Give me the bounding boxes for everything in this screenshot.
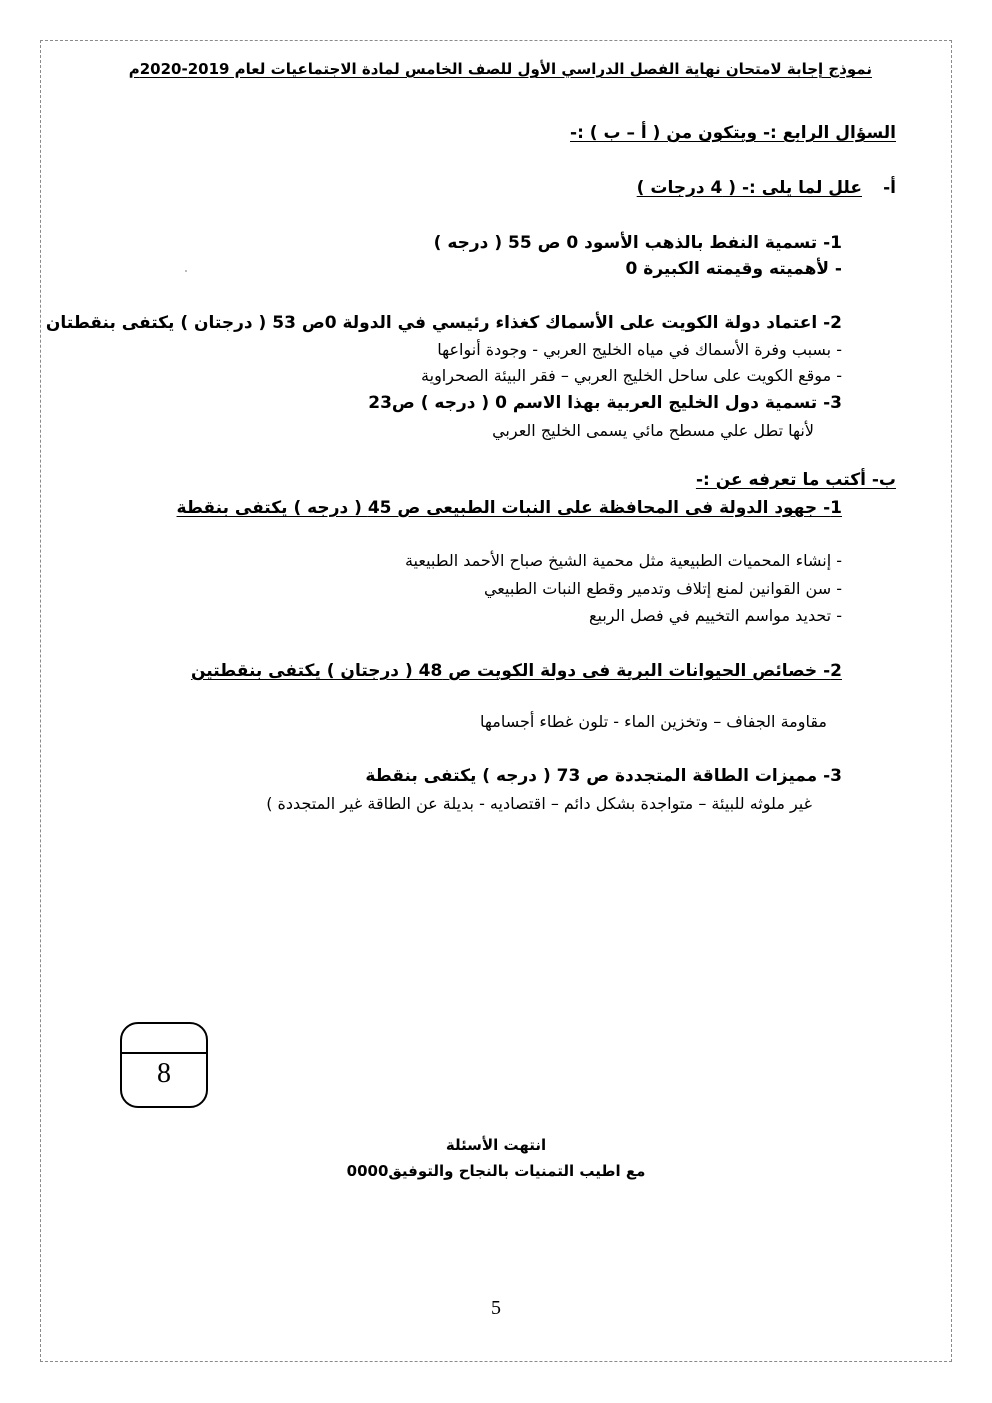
- part-b-item2-answer: مقاومة الجفاف – وتخزين الماء - تلون غطاء أجسامها: [480, 712, 827, 731]
- footer-wishes: مع اطيب التمنيات بالنجاح والتوفيق0000: [346, 1162, 646, 1180]
- page-number: 5: [491, 1297, 501, 1319]
- part-a-item2-answer2: - موقع الكويت على ساحل الخليج العربي – فقر البيئة الصحراوية: [421, 366, 842, 385]
- scan-speck: [185, 270, 187, 272]
- score-divider: [122, 1052, 206, 1054]
- part-b-item3-answer: غير ملوثه للبيئة – متواجدة بشكل دائم – اقتصاديه - بديلة عن الطاقة غير المتجددة ): [266, 794, 812, 813]
- part-a-label: أ-: [883, 178, 896, 198]
- question-title: السؤال الرابع :- ويتكون من ( أ – ب ) :-: [570, 123, 896, 143]
- part-b-item1-answer: - إنشاء المحميات الطبيعية مثل محمية الشيخ صباح الأحمد الطبيعية: [404, 551, 842, 570]
- part-a-item2-answer1: - بسبب وفرة الأسماك في مياه الخليج العربي - وجودة أنواعها: [437, 340, 842, 359]
- part-a-item1-title: 1- تسمية النفط بالذهب الأسود 0 ص 55 ( درجه ): [433, 233, 842, 253]
- part-a-item3-answer: لأنها تطل علي مسطح مائي يسمى الخليج العربي: [492, 421, 814, 440]
- part-b-item1-answer: - سن القوانين لمنع إتلاف وتدمير وقطع النبات الطبيعي: [483, 579, 842, 598]
- score-box: [120, 1022, 208, 1108]
- part-b-item1-answer: - تحديد مواسم التخييم في فصل الربيع: [588, 606, 842, 625]
- part-a-item2-title: 2- اعتماد دولة الكويت على الأسماك كغذاء رئيسي في الدولة 0ص 53 ( درجتان ) يكتفى بنقطتان: [45, 313, 842, 333]
- part-b-item1-title: 1- جهود الدولة فى المحافظة على النبات الطبيعى ص 45 ( درجه ) يكتفى بنقطة: [176, 498, 842, 518]
- part-b-item2-title: 2- خصائص الحيوانات البرية فى دولة الكويت ص 48 ( درجتان ) يكتفى بنقطتين: [190, 661, 842, 681]
- part-b-heading: ب- أكتب ما تعرفه عن :-: [695, 470, 896, 490]
- part-b-item3-title: 3- مميزات الطاقة المتجددة ص 73 ( درجه ) يكتفى بنقطة: [365, 766, 842, 786]
- part-a-item1-answer: - لأهميته وقيمته الكبيرة 0: [625, 259, 842, 279]
- document-header: نموذج إجابة لامتحان نهاية الفصل الدراسي الأول للصف الخامس لمادة الاجتماعيات لعام 2019-2020م: [128, 60, 872, 78]
- part-a-item3-title: 3- تسمية دول الخليج العربية بهذا الاسم 0 ( درجه ) ص23: [368, 393, 842, 413]
- footer-end-note: انتهت الأسئلة: [445, 1136, 547, 1154]
- score-value: 8: [157, 1058, 171, 1089]
- part-a-heading: علل لما يلى :- ( 4 درجات ): [636, 178, 862, 198]
